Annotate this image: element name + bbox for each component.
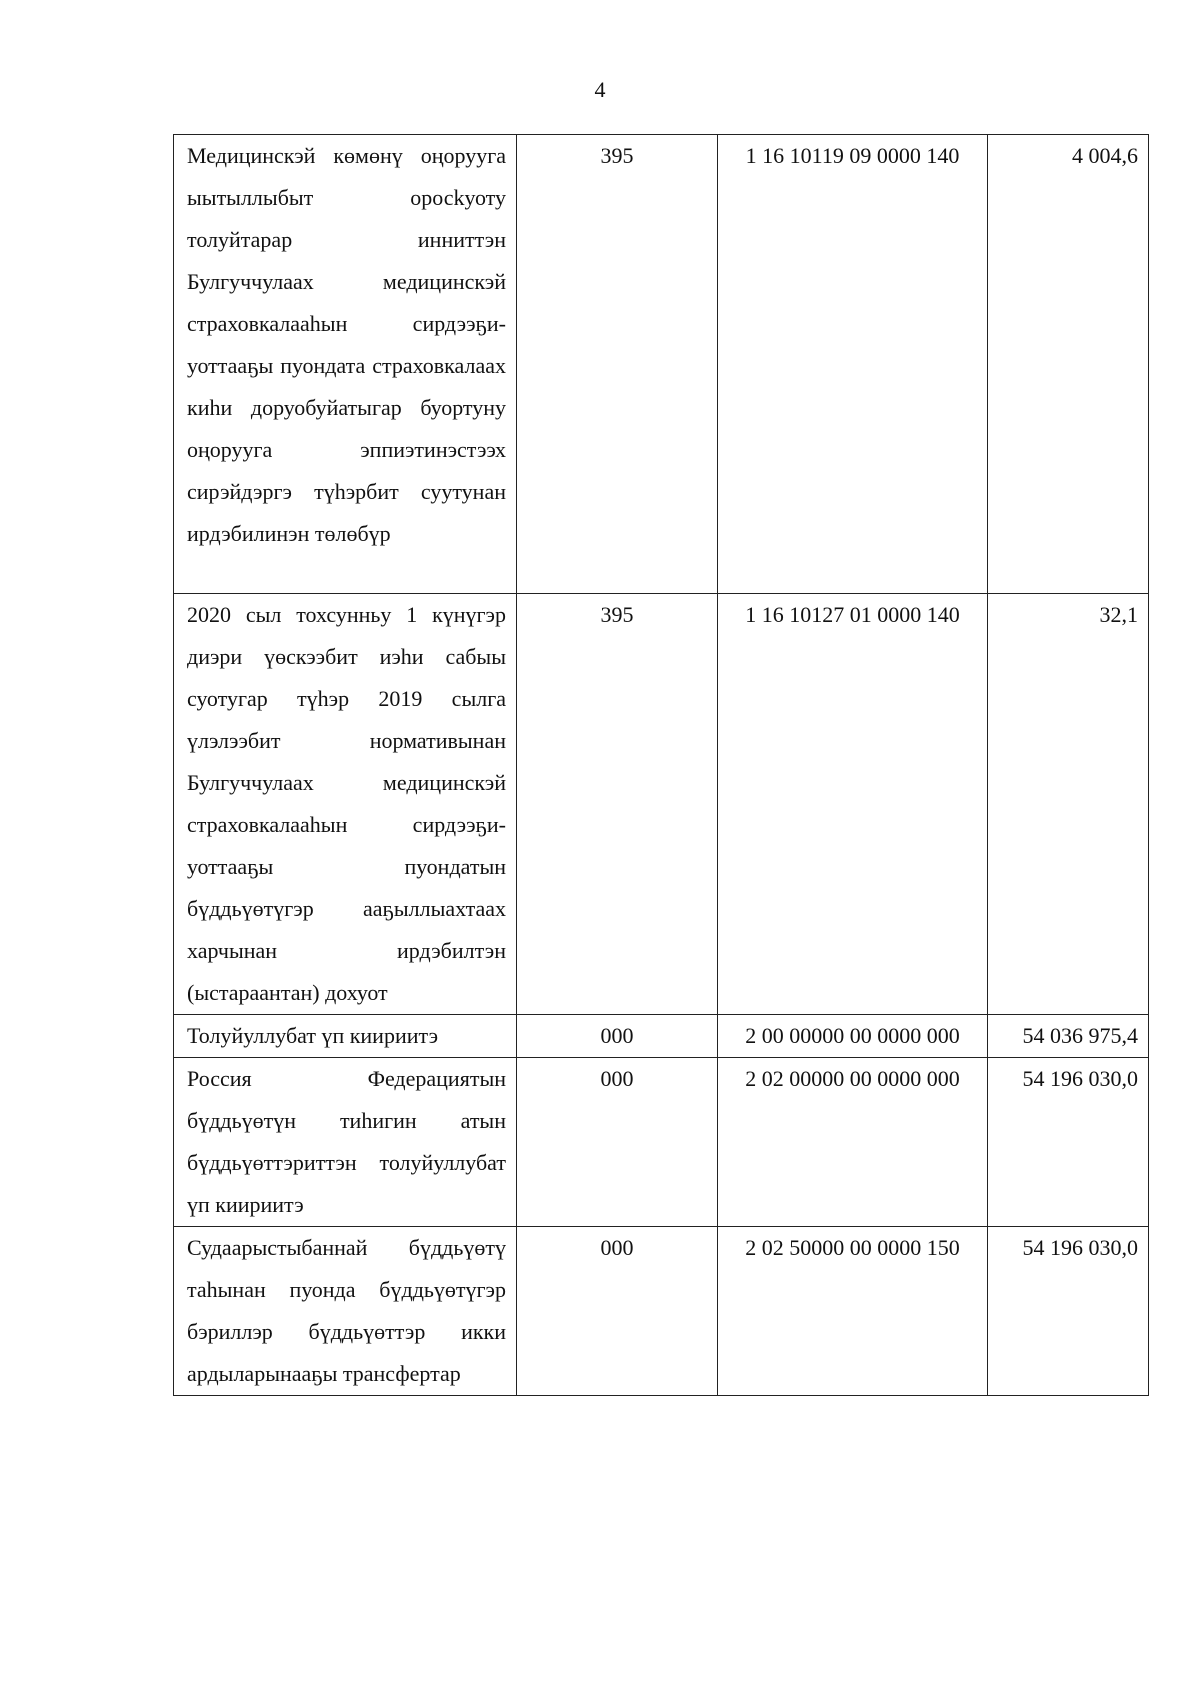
amount: 32,1: [988, 594, 1149, 1015]
admin-code: 000: [517, 1058, 718, 1227]
revenue-description: Судаарыстыбаннай бүддьүөтү таһынан пуонда бүддьүөтүгэр бэриллэр бүддьүөттэр икки ардыларынааҕы трансфертар: [174, 1227, 517, 1396]
budget-revenue-table: [173, 134, 1149, 1396]
table-row: [174, 135, 1149, 594]
budget-classification-code: 2 02 00000 00 0000 000: [718, 1058, 988, 1227]
amount: 54 196 030,0: [988, 1058, 1149, 1227]
revenue-description: Толуйуллубат үп киириитэ: [174, 1015, 517, 1058]
budget-classification-code: 2 02 50000 00 0000 150: [718, 1227, 988, 1396]
admin-code: 000: [517, 1227, 718, 1396]
amount: 4 004,6: [988, 135, 1149, 594]
table-row: [174, 1058, 1149, 1227]
table-row: [174, 1015, 1149, 1058]
table-row: [174, 594, 1149, 1015]
budget-classification-code: 2 00 00000 00 0000 000: [718, 1015, 988, 1058]
page-number: 4: [594, 77, 606, 102]
amount: 54 196 030,0: [988, 1227, 1149, 1396]
admin-code: 395: [517, 135, 718, 594]
budget-classification-code: 1 16 10127 01 0000 140: [718, 594, 988, 1015]
revenue-description: 2020 сыл тохсунньу 1 күнүгэр диэри үөскээбит иэһи сабыы суотугар түһэр 2019 сылга үлэлээбит нормативынан Булгуччулаах медицинскэй страховкалааһын сирдээҕи-уоттааҕы пуондатын бүддьүөтүгэр ааҕыллыахтаах харчынан ирдэбилтэн (ыстараантан) дохуот: [174, 594, 517, 1015]
admin-code: 395: [517, 594, 718, 1015]
revenue-description: Россия Федерациятын бүддьүөтүн тиһигин атын бүддьүөттэриттэн толуйуллубат үп киириитэ: [174, 1058, 517, 1227]
admin-code: 000: [517, 1015, 718, 1058]
table-row: [174, 1227, 1149, 1396]
budget-classification-code: 1 16 10119 09 0000 140: [718, 135, 988, 594]
revenue-description: Медицинскэй көмөнү оңорууга ыытыллыбыт оросkуоту толуйтарар инниттэн Булгуччулаах медицинскэй страховкалааһын сирдээҕи-уоттааҕы пуондата страховкалаах киһи доруобуйатыгар буортуну оңорууга эппиэтинэстээх сирэйдэргэ түһэрбит суутунан ирдэбилинэн төлөбүр: [174, 135, 517, 594]
amount: 54 036 975,4: [988, 1015, 1149, 1058]
